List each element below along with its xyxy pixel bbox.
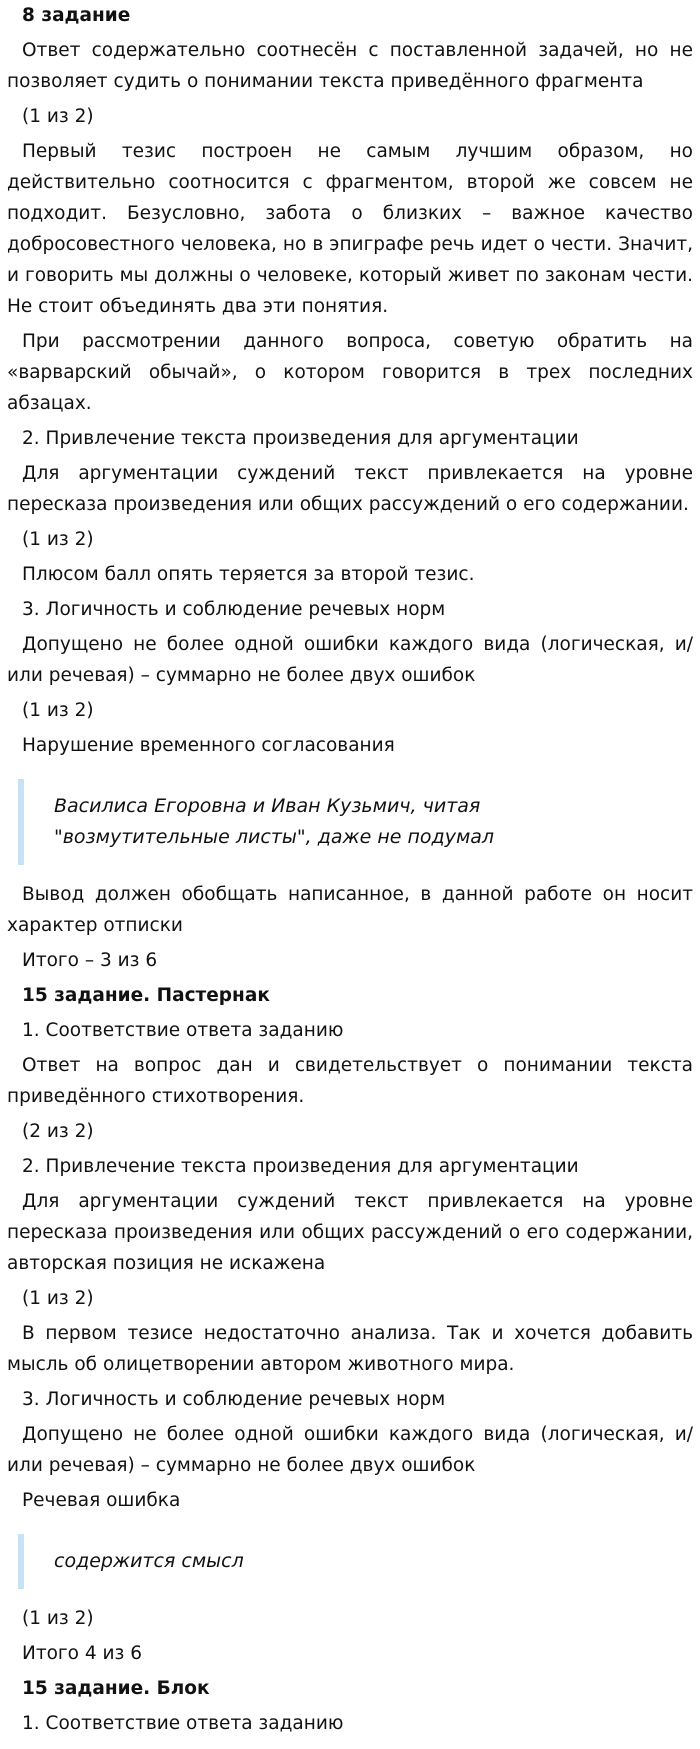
paragraph: Для аргументации суждений текст привлекается на уровне пересказа произведения или общих рассуждений о его содержании. — [7, 463, 693, 515]
paragraph: Итого 4 из 6 — [22, 1643, 143, 1664]
paragraph: Ответ на вопрос дан и свидетельствует о понимании текста приведённого стихотворения. — [7, 1055, 693, 1107]
paragraph: Итого – 3 из 6 — [22, 950, 158, 971]
paragraph: Для аргументации суждений текст привлекается на уровне пересказа произведения или общих рассуждений о его содержании, авторская позиция не искажена — [7, 1191, 693, 1274]
paragraph: Ответ содержательно соотнесён с поставленной задачей, но не позволяет судить о понимании текста приведённого фрагмента — [7, 40, 693, 92]
paragraph: (1 из 2) — [22, 1288, 94, 1309]
paragraph: Плюсом балл опять теряется за второй тезис. — [22, 564, 475, 585]
paragraph: 2. Привлечение текста произведения для аргументации — [22, 428, 579, 449]
paragraph: (1 из 2) — [22, 529, 94, 550]
paragraph: 3. Логичность и соблюдение речевых норм — [22, 599, 446, 620]
paragraph: (1 из 2) — [22, 106, 94, 127]
paragraph: Допущено не более одной ошибки каждого вида (логическая, и/или речевая) – суммарно не более двух ошибок — [7, 1424, 693, 1476]
quote-block: Василиса Егоровна и Иван Кузьмич, читая "возмутительные листы", даже не подумал — [18, 779, 614, 865]
paragraph: (2 из 2) — [22, 1121, 94, 1142]
paragraph: При рассмотрении данного вопроса, советую обратить на «варварский обычай», о котором говорится в трех последних абзацах. — [7, 331, 693, 414]
paragraph: 1. Соответствие ответа заданию — [22, 1020, 344, 1041]
paragraph: В первом тезисе недостаточно анализа. Так и хочется добавить мысль об олицетворении автором животного мира. — [7, 1323, 693, 1375]
paragraph: 2. Привлечение текста произведения для аргументации — [22, 1156, 579, 1177]
section-heading: 15 задание. Блок — [22, 1678, 210, 1699]
paragraph: (1 из 2) — [22, 1608, 94, 1629]
paragraph: 1. Соответствие ответа заданию — [22, 1713, 344, 1734]
paragraph: Допущено не более одной ошибки каждого вида (логическая, и/или речевая) – суммарно не более двух ошибок — [7, 634, 693, 686]
section-heading: 15 задание. Пастернак — [22, 985, 270, 1006]
quote-block: содержится смысл — [18, 1534, 614, 1589]
paragraph: Первый тезис построен не самым лучшим образом, но действительно соотносится с фрагментом, второй же совсем не подходит. Безусловно, забота о близких – важное качество добросовестного человека, но в эпиграфе речь идет о чести. Значит, и говорить мы должны о человеке, который живет по законам чести. Не стоит объединять два эти понятия. — [7, 141, 693, 317]
paragraph: Вывод должен обобщать написанное, в данной работе он носит характер отписки — [7, 884, 693, 936]
paragraph: (1 из 2) — [22, 700, 94, 721]
section-heading: 8 задание — [22, 5, 131, 26]
paragraph: Речевая ошибка — [22, 1490, 181, 1511]
paragraph: Нарушение временного согласования — [22, 735, 395, 756]
paragraph: 3. Логичность и соблюдение речевых норм — [22, 1389, 446, 1410]
